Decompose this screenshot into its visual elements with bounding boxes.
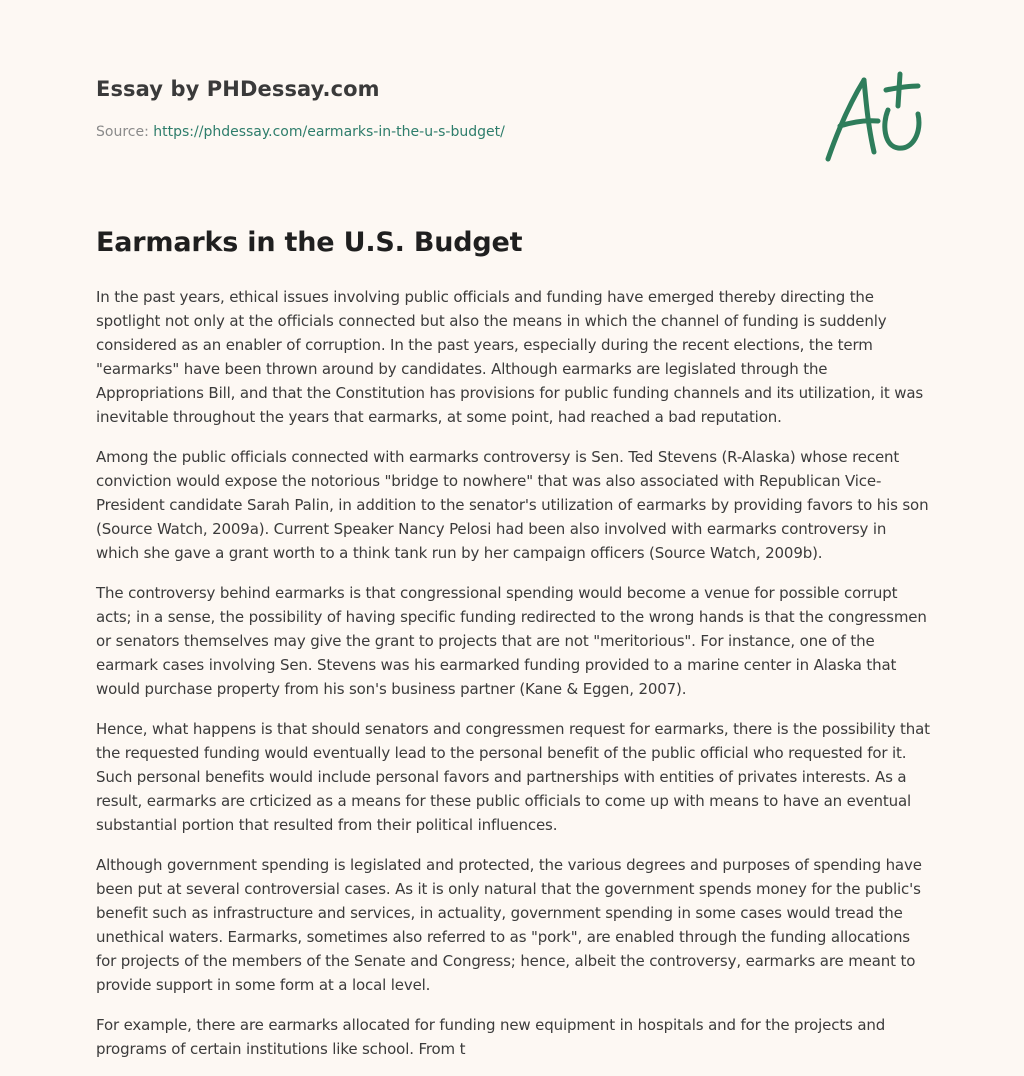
essay-paragraph: In the past years, ethical issues involving public officials and funding have emerged thereby directing the spotlight not only at the officials connected but also the means in which the channel of funding is suddenly considered as an enabler of corruption. In the past years, especially during the recent elections, the term "earmarks" have been thrown around by candidates. Although earmarks are legislated through the Appropriations Bill, and that the Constitution has provisions for public funding channels and its utilization, it was inevitable throughout the years that earmarks, at some point, had reached a bad reputation.	[96, 288, 924, 426]
a-plus-grade-icon	[818, 66, 930, 166]
essay-body	[96, 285, 932, 1076]
essay-paragraph: Hence, what happens is that should senators and congressmen request for earmarks, there is the possibility that the requested funding would eventually lead to the personal benefit of the public official who requested for it. Such personal benefits would include personal favors and partnerships with entities of privates interests. As a result, earmarks are crticized as a means for these public officials to come up with means to have an eventual substantial portion that resulted from their political influences.	[96, 720, 930, 834]
source-label: Source:	[96, 124, 149, 140]
essay-paragraph: For example, there are earmarks allocated for funding new equipment in hospitals and for the projects and programs of certain institutions like school. From t	[96, 1016, 886, 1058]
essay-title: Earmarks in the U.S. Budget	[96, 227, 523, 258]
essay-paragraph: Although government spending is legislated and protected, the various degrees and purposes of spending have been put at several controversial cases. As it is only natural that the government spends money for the public's benefit such as infrastructure and services, in actuality, government spending in some cases would tread the unethical waters. Earmarks, sometimes also referred to as "pork", are enabled through the funding allocations for projects of the members of the Senate and Congress; hence, albeit the controversy, earmarks are meant to provide support in some form at a local level.	[96, 856, 922, 994]
essay-paragraph: Among the public officials connected with earmarks controversy is Sen. Ted Stevens (R-Alaska) whose recent conviction would expose the notorious "bridge to nowhere" that was also associated with Republican Vice-President candidate Sarah Palin, in addition to the senator's utilization of earmarks by providing favors to his son (Source Watch, 2009a). Current Speaker Nancy Pelosi had been also involved with earmarks controversy in which she gave a grant worth to a think tank run by her campaign officers (Source Watch, 2009b).	[96, 448, 929, 562]
source-line	[96, 124, 505, 140]
source-link[interactable]: https://phdessay.com/earmarks-in-the-u-s-budget/	[153, 124, 505, 140]
essay-paragraph: The controversy behind earmarks is that congressional spending would become a venue for possible corrupt acts; in a sense, the possibility of having specific funding redirected to the wrong hands is that the congressmen or senators themselves may give the grant to projects that are not "meritorious". For instance, one of the earmark cases involving Sen. Stevens was his earmarked funding provided to a marine center in Alaska that would purchase property from his son's business partner (Kane & Eggen, 2007).	[96, 584, 927, 698]
site-brand: Essay by PHDessay.com	[96, 77, 380, 101]
